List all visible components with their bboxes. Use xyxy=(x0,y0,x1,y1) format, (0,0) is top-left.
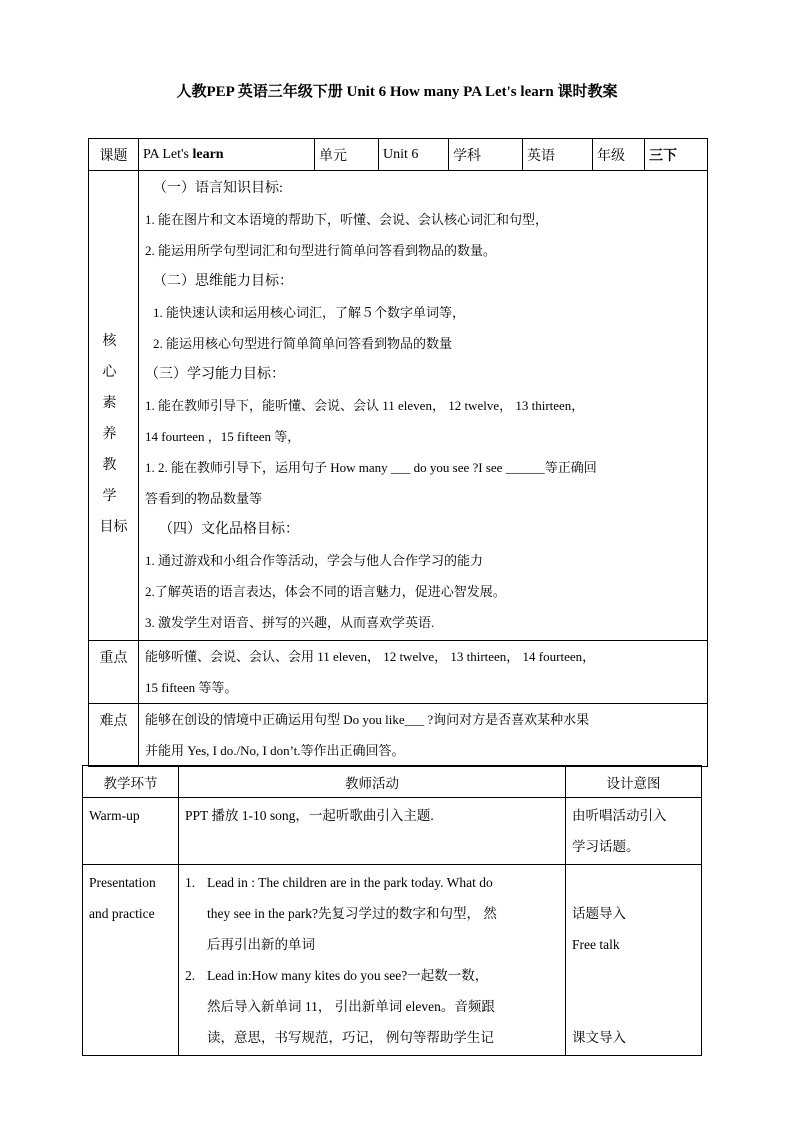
goal-heading: （一）语言知识目标: xyxy=(153,181,283,196)
goal-item: 3. 激发学生对语音、拼写的兴趣，从而喜欢学英语. xyxy=(145,615,435,630)
intent-line xyxy=(572,867,695,898)
goal-item: 2. 能运用所学句型词汇和句型进行简单问答看到物品的数量。 xyxy=(145,243,497,258)
subject-label: 学科 xyxy=(449,139,523,171)
difficulties-row xyxy=(89,704,708,767)
goal-item: 1. 通过游戏和小组合作等活动，学会与他人合作学习的能力 xyxy=(145,553,484,568)
process-header-row xyxy=(83,766,702,798)
activity-line: they see in the park?先复习学过的数字和句型， 然 xyxy=(207,906,497,921)
key-points-label: 重点 xyxy=(89,641,139,704)
lesson-info-table xyxy=(88,138,708,767)
difficulties-content xyxy=(139,704,708,767)
key-points-content xyxy=(139,641,708,704)
goal-heading: （四）文化品格目标： xyxy=(159,522,299,537)
intent-cell xyxy=(566,798,702,865)
info-row xyxy=(89,139,708,171)
activity-line: 读，意思，书写规范，巧记， 例句等帮助学生记 xyxy=(207,1030,494,1045)
teaching-process-table xyxy=(82,765,702,1056)
document-title: 人教PEP 英语三年级下册 Unit 6 How many PA Let's learn 课时教案 xyxy=(176,84,618,100)
goal-heading: （二）思维能力目标： xyxy=(153,274,293,289)
activity-item-number: 1. xyxy=(185,875,196,890)
activity-line: Lead in : The children are in the park today. What do xyxy=(207,875,493,890)
lesson-value-bold: learn xyxy=(192,146,224,162)
difficulties-label: 难点 xyxy=(89,704,139,767)
goal-item: 2. 能运用核心句型进行简单简单问答看到物品的数量 xyxy=(153,336,453,351)
goal-item: 2.了解英语的语言表达，体会不同的语言魅力，促进心智发展。 xyxy=(145,584,506,599)
grade-label: 年级 xyxy=(593,139,645,171)
process-row-presentation xyxy=(83,865,702,1056)
intent-line: 课文导入 xyxy=(572,1030,626,1045)
goals-content xyxy=(139,171,708,641)
key-point-line: 15 fifteen 等等。 xyxy=(145,680,238,695)
header-activity: 教师活动 xyxy=(179,766,566,798)
goal-item: 答看到的物品数量等 xyxy=(145,491,263,506)
goals-label-line: 素 养 xyxy=(102,396,125,442)
lesson-value xyxy=(139,139,315,171)
difficulty-line: 能够在创设的情境中正确运用句型 Do you like___ ?询问对方是否喜欢某种水果 xyxy=(145,712,590,727)
activity-cell xyxy=(179,865,566,1056)
subject-value: 英语 xyxy=(523,139,593,171)
goals-label-line: 教 学 xyxy=(102,458,125,504)
activity-item xyxy=(185,867,559,960)
goal-item: 1. 2. 能在教师引导下，运用句子 How many ___ do you see ?I see ______等正确回 xyxy=(145,460,597,475)
goal-item: 1. 能快速认读和运用核心词汇，了解５个数字单词等， xyxy=(153,305,466,320)
goal-item: 1. 能在教师引导下，能听懂、会说、会认 11 eleven， 12 twelve， 13 thirteen， xyxy=(145,398,585,413)
activity-line: 然后导入新单词 11， 引出新单词 eleven。音频跟 xyxy=(207,999,495,1014)
intent-line: Free talk xyxy=(572,937,620,952)
unit-label: 单元 xyxy=(315,139,379,171)
activity-item-number: 2. xyxy=(185,968,196,983)
goal-item: 1. 能在图片和文本语境的帮助下，听懂、会说、会认核心词汇和句型， xyxy=(145,212,549,227)
goals-label-line: 目标 xyxy=(99,520,128,535)
key-point-line: 能够听懂、会说、会认、会用 11 eleven， 12 twelve， 13 thirteen， 14 fourteen， xyxy=(145,649,596,664)
activity-line: PPT 播放 1-10 song，一起听歌曲引入主题. xyxy=(185,808,434,823)
lesson-value-prefix: PA Let's xyxy=(143,146,193,162)
stage-cell xyxy=(83,798,179,865)
key-points-row xyxy=(89,641,708,704)
intent-line: 学习话题。 xyxy=(572,839,640,854)
process-row-warmup xyxy=(83,798,702,865)
goal-item: 14 fourteen ，15 fifteen 等， xyxy=(145,429,301,444)
activity-line: Lead in:How many kites do you see?一起数一数， xyxy=(207,968,489,983)
goals-row xyxy=(89,171,708,641)
stage-name: and practice xyxy=(89,906,155,921)
grade-value: 三下 xyxy=(645,139,708,171)
header-stage: 教学环节 xyxy=(83,766,179,798)
activity-item xyxy=(185,960,559,1053)
difficulty-line: 并能用 Yes, I do./No, I don’t.等作出正确回答。 xyxy=(145,743,405,758)
goal-heading: （三）学习能力目标： xyxy=(145,367,285,382)
goals-label xyxy=(89,171,139,641)
activity-cell xyxy=(179,798,566,865)
stage-name: Presentation xyxy=(89,875,156,890)
lesson-label: 课题 xyxy=(89,139,139,171)
activity-line: 后再引出新的单词 xyxy=(207,937,315,952)
intent-line: 话题导入 xyxy=(572,906,626,921)
header-intent: 设计意图 xyxy=(566,766,702,798)
goals-label-line: 核 心 xyxy=(102,334,125,380)
intent-line xyxy=(572,960,695,991)
unit-value: Unit 6 xyxy=(379,139,449,171)
stage-name: Warm-up xyxy=(89,808,140,823)
intent-line: 由听唱活动引入 xyxy=(572,808,667,823)
intent-line xyxy=(572,991,695,1022)
intent-cell xyxy=(566,865,702,1056)
stage-cell xyxy=(83,865,179,1056)
